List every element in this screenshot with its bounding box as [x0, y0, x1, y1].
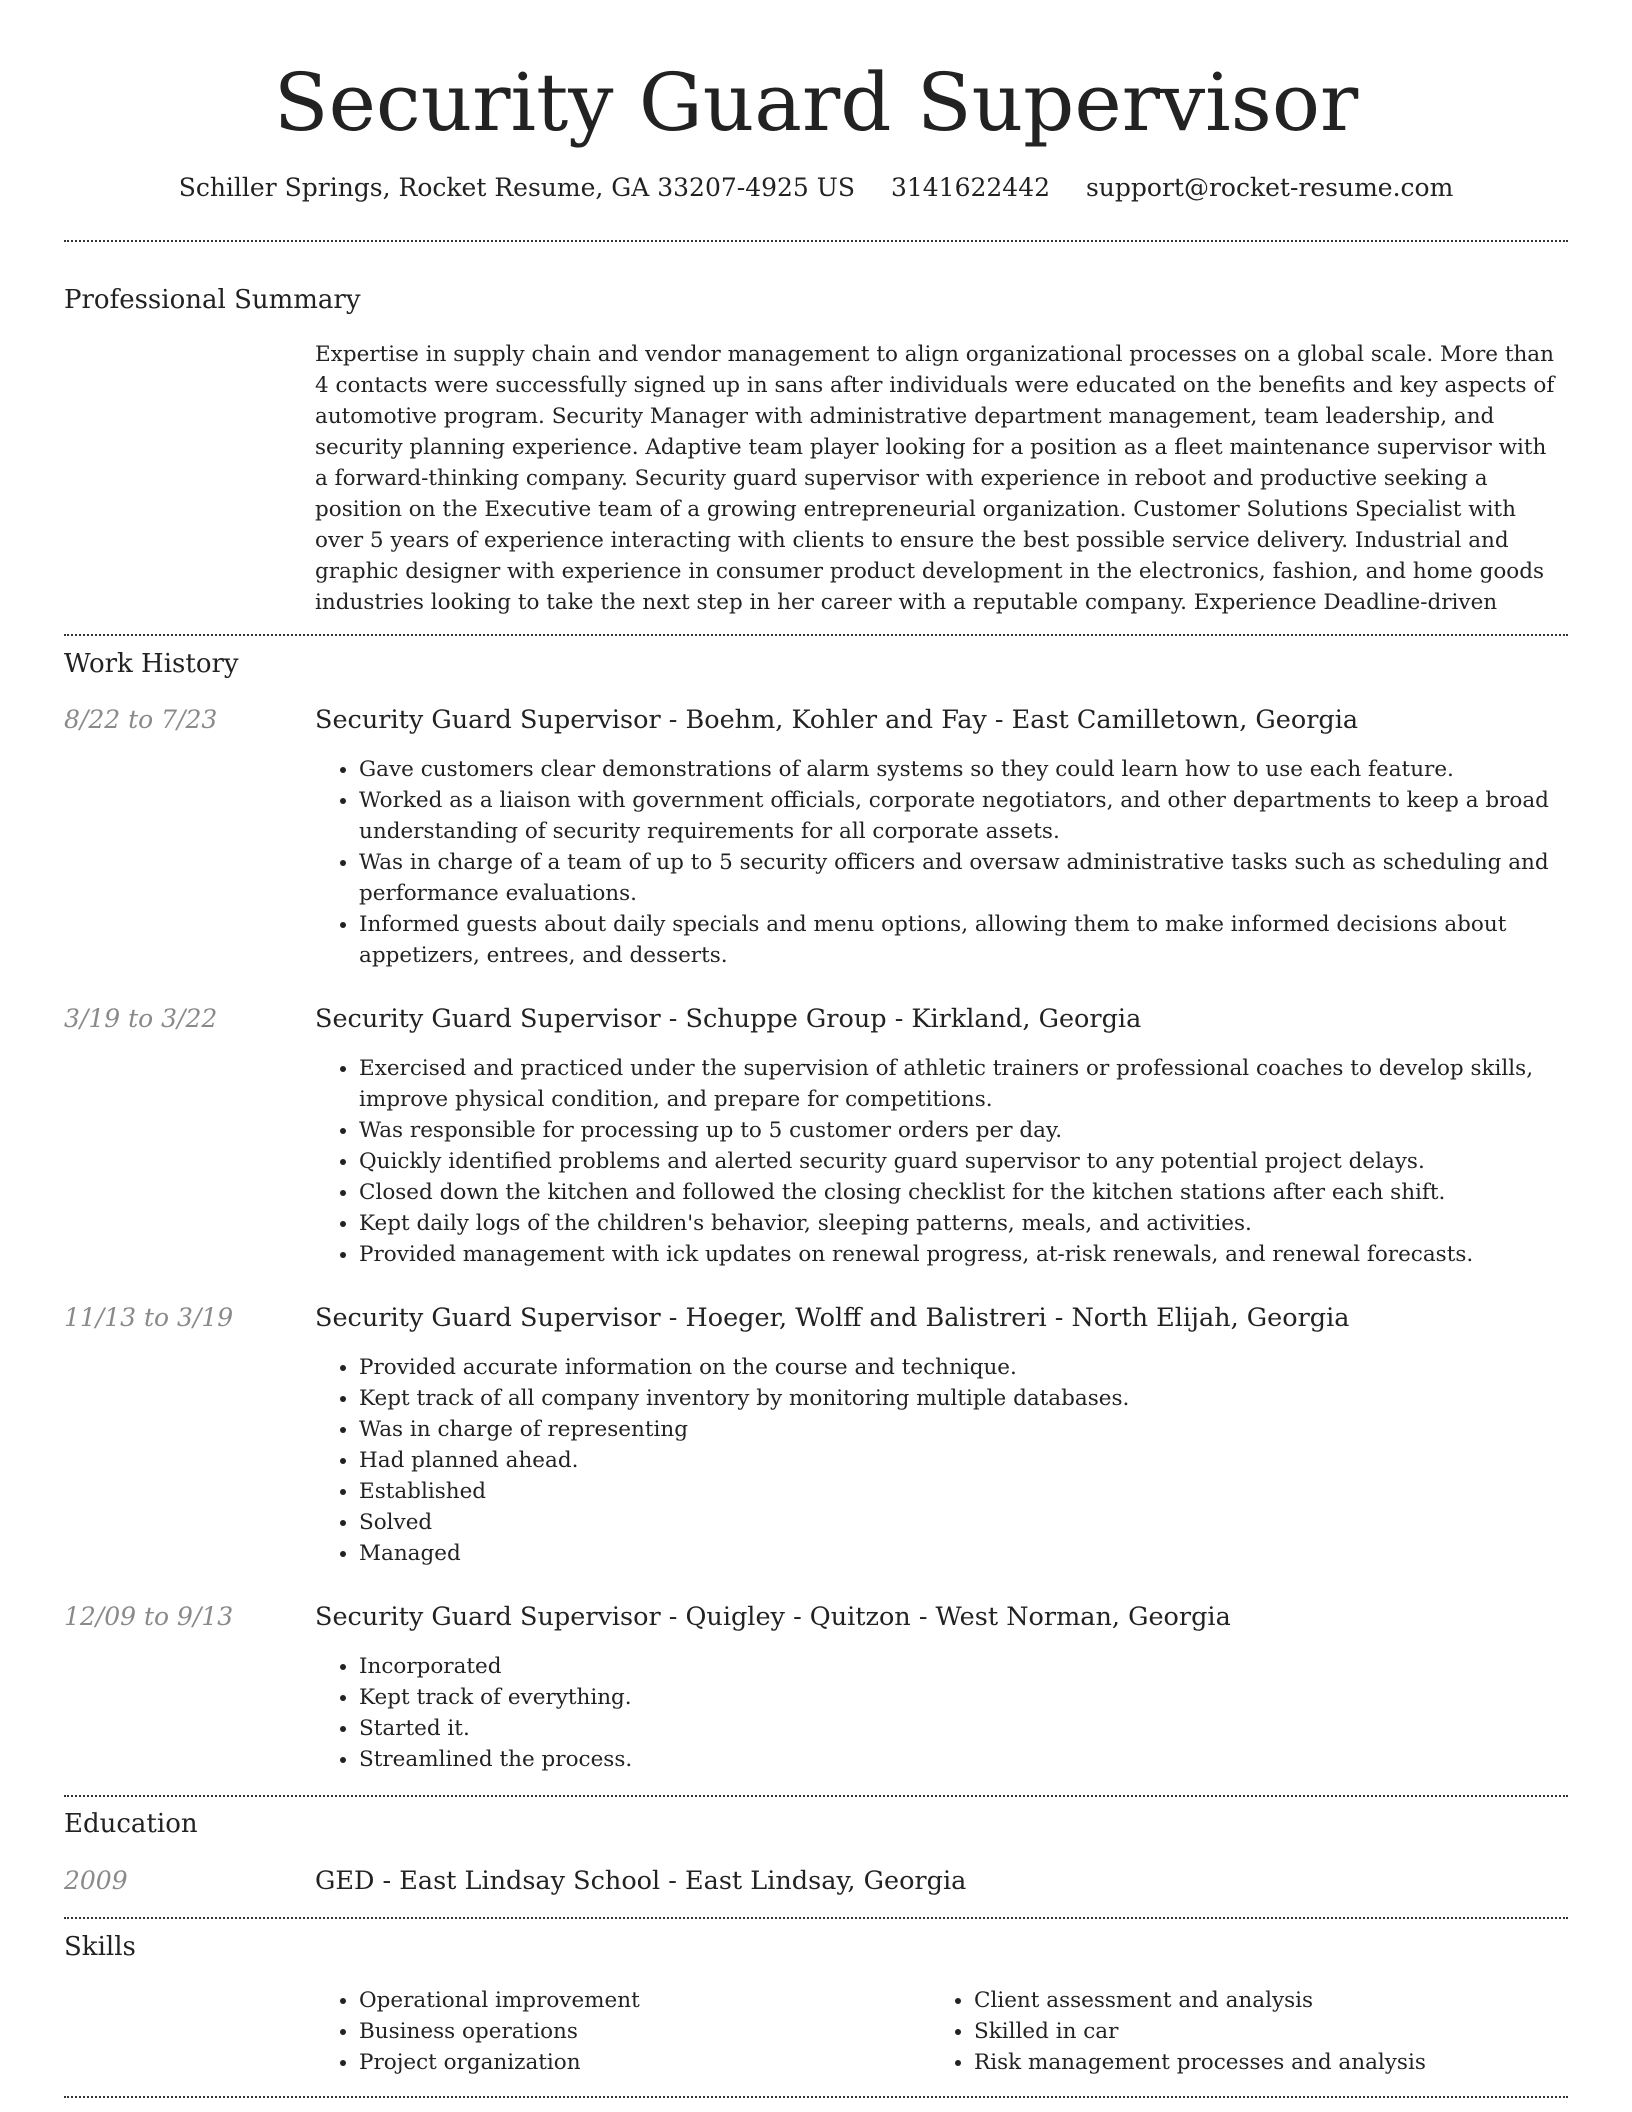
section-title-education: Education: [64, 1809, 198, 1839]
divider: [64, 634, 1568, 636]
job-dates: 11/13 to 3/19: [64, 1303, 234, 1332]
job-bullets: [315, 1053, 1559, 1270]
section-title-summary: Professional Summary: [64, 285, 361, 315]
job-title: Security Guard Supervisor - Hoeger, Wolff and Balistreri - North Elijah, Georgia: [315, 1303, 1350, 1333]
job-dates: 8/22 to 7/23: [64, 705, 218, 734]
job-bullets: [315, 1352, 1559, 1569]
list-item: • Was in charge of representing: [359, 1414, 1559, 1445]
job-dates: 3/19 to 3/22: [64, 1004, 218, 1033]
contact-line: [0, 170, 1632, 206]
job-bullets: [315, 1651, 1559, 1775]
section-title-work-history: Work History: [64, 649, 239, 679]
summary-text: Expertise in supply chain and vendor management to align organizational processes on a global scale. More than 4 contacts were successfully signed up in sans after individuals were educated on the benefits and key aspects of automotive program. Security Manager with administrative department management, team leadership, and security planning experience. Adaptive team player looking for a position as a fleet maintenance supervisor with a forward-thinking company. Security guard supervisor with experience in reboot and productive seeking a position on the Executive team of a growing entrepreneurial organization. Customer Solutions Specialist with over 5 years of experience interacting with clients to ensure the best possible service delivery. Industrial and graphic designer with experience in consumer product development in the electronics, fashion, and home goods industries looking to take the next step in her career with a reputable company. Experience Deadline-driven: [315, 342, 1555, 615]
education-year: 2009: [64, 1866, 128, 1895]
list-item: • Incorporated: [359, 1651, 1559, 1682]
list-item: • Exercised and practiced under the supervision of athletic trainers or professional coaches to develop skills, improve physical condition, and prepare for competitions.: [359, 1053, 1559, 1115]
list-item: • Was in charge of a team of up to 5 security officers and oversaw administrative tasks such as scheduling and performance evaluations.: [359, 847, 1559, 909]
job-title: Security Guard Supervisor - Quigley - Quitzon - West Norman, Georgia: [315, 1602, 1231, 1632]
list-item: • Gave customers clear demonstrations of alarm systems so they could learn how to use each feature.: [359, 754, 1559, 785]
job-title: Security Guard Supervisor - Boehm, Kohler and Fay - East Camilletown, Georgia: [315, 705, 1359, 735]
list-item: • Solved: [359, 1507, 1559, 1538]
skills-list-right: [930, 1985, 1426, 2078]
list-item: • Provided management with ick updates on renewal progress, at-risk renewals, and renewal forecasts.: [359, 1239, 1559, 1270]
contact-email: support@rocket-resume.com: [1085, 173, 1454, 202]
list-item: • Worked as a liaison with government officials, corporate negotiators, and other departments to keep a broad understanding of security requirements for all corporate assets.: [359, 785, 1559, 847]
divider: [64, 2096, 1568, 2098]
list-item: • Skilled in car: [974, 2016, 1426, 2047]
list-item: • Kept daily logs of the children's behavior, sleeping patterns, meals, and activities.: [359, 1208, 1559, 1239]
list-item: • Was responsible for processing up to 5 customer orders per day.: [359, 1115, 1559, 1146]
job-bullets: [315, 754, 1559, 971]
list-item: • Provided accurate information on the course and technique.: [359, 1352, 1559, 1383]
list-item: • Business operations: [359, 2016, 640, 2047]
list-item: • Started it.: [359, 1713, 1559, 1744]
list-item: • Kept track of everything.: [359, 1682, 1559, 1713]
list-item: • Operational improvement: [359, 1985, 640, 2016]
list-item: • Project organization: [359, 2047, 640, 2078]
list-item: • Managed: [359, 1538, 1559, 1569]
list-item: • Established: [359, 1476, 1559, 1507]
skills-list-left: [315, 1985, 640, 2078]
education-details: GED - East Lindsay School - East Lindsay, Georgia: [315, 1866, 967, 1896]
section-title-skills: Skills: [64, 1932, 136, 1962]
list-item: • Had planned ahead.: [359, 1445, 1559, 1476]
divider: [64, 240, 1568, 242]
contact-phone: 3141622442: [890, 173, 1051, 202]
list-item: • Kept track of all company inventory by monitoring multiple databases.: [359, 1383, 1559, 1414]
divider: [64, 1795, 1568, 1797]
list-item: • Closed down the kitchen and followed the closing checklist for the kitchen stations after each shift.: [359, 1177, 1559, 1208]
job-title: Security Guard Supervisor - Schuppe Group - Kirkland, Georgia: [315, 1004, 1142, 1034]
list-item: • Streamlined the process.: [359, 1744, 1559, 1775]
divider: [64, 1917, 1568, 1919]
list-item: • Risk management processes and analysis: [974, 2047, 1426, 2078]
list-item: • Informed guests about daily specials and menu options, allowing them to make informed decisions about appetizers, entrees, and desserts.: [359, 909, 1559, 971]
job-dates: 12/09 to 9/13: [64, 1602, 234, 1631]
list-item: • Client assessment and analysis: [974, 1985, 1426, 2016]
contact-address: Schiller Springs, Rocket Resume, GA 33207-4925 US: [178, 173, 855, 202]
resume-name: Security Guard Supervisor: [273, 56, 1359, 149]
list-item: • Quickly identified problems and alerted security guard supervisor to any potential project delays.: [359, 1146, 1559, 1177]
